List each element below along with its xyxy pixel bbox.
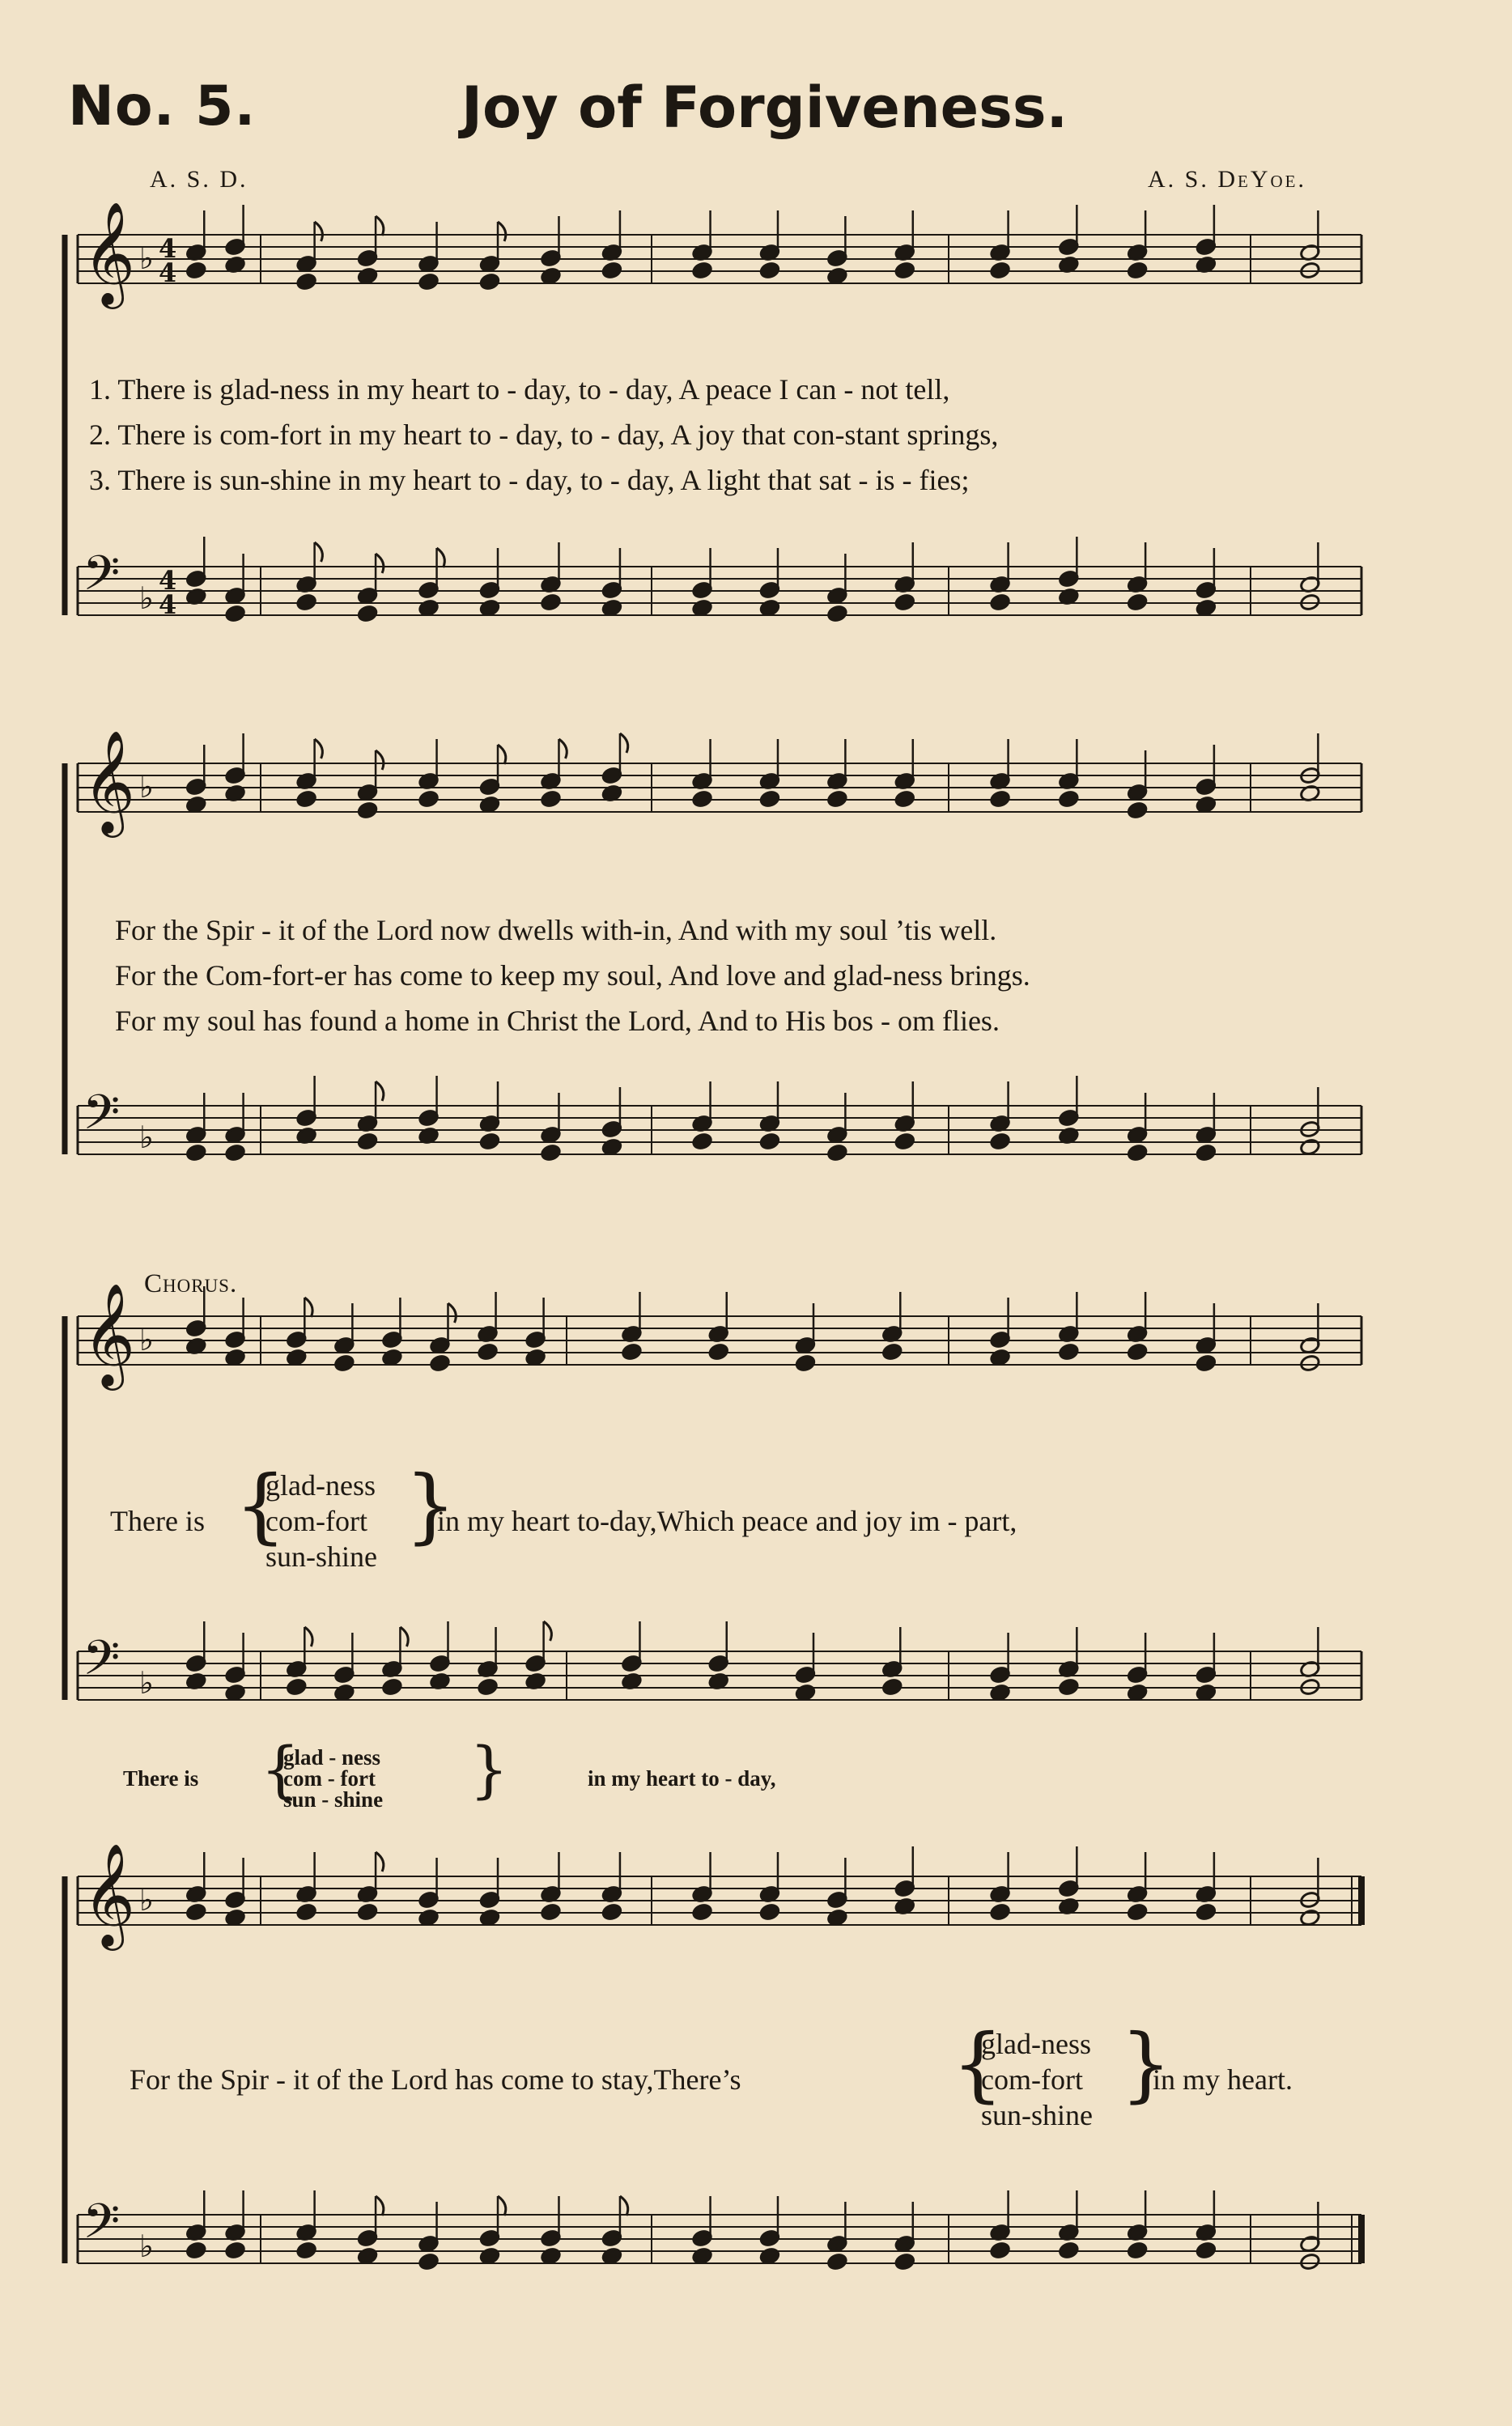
chorus-line2-start: For the Spir - it of the Lord has come to stay,There’s (130, 2063, 741, 2096)
note-head (540, 593, 561, 612)
note-head (296, 1903, 317, 1922)
note-head (826, 790, 847, 809)
note-head (185, 2241, 206, 2260)
note-head (894, 261, 915, 280)
note-head (418, 599, 439, 618)
bass-brace-word-1: glad - ness (283, 1745, 381, 1770)
treble-clef-icon: 𝄞 (83, 1282, 136, 1386)
note-head (759, 1132, 780, 1151)
note-head (1127, 1144, 1148, 1162)
note-head (1299, 1138, 1320, 1157)
note-head (1196, 2241, 1217, 2260)
note-head (296, 2241, 317, 2260)
note-head (286, 1678, 307, 1697)
note-head (1196, 1144, 1217, 1162)
note-head (479, 1909, 500, 1927)
note-head (296, 790, 317, 809)
note-head (795, 1684, 816, 1702)
note-flag (315, 739, 323, 758)
note-head (381, 1678, 402, 1697)
note-head (1127, 1343, 1148, 1362)
right-brace-icon: } (1120, 2016, 1172, 2111)
note-head (894, 1132, 915, 1151)
right-brace-icon: } (405, 1458, 457, 1553)
note-head (601, 261, 622, 280)
note-head (333, 1354, 355, 1373)
note-head (894, 2253, 915, 2271)
treble-clef-icon: 𝄞 (83, 729, 136, 833)
note-flag (448, 1303, 456, 1323)
note-head (1196, 1903, 1217, 1922)
note-head (225, 1349, 246, 1367)
note-flag (437, 548, 445, 567)
flat-sign-icon: ♭ (139, 1322, 154, 1357)
chorus2-brace-word-3: sun-shine (981, 2099, 1093, 2131)
note-head (1058, 1343, 1079, 1362)
left-brace-icon: { (952, 2016, 1004, 2111)
note-head (357, 1903, 378, 1922)
note-head (990, 1132, 1011, 1151)
note-flag (620, 733, 628, 753)
note-head (185, 261, 206, 280)
note-head (296, 273, 317, 291)
time-signature: 4 (159, 589, 177, 620)
note-head (1127, 801, 1148, 820)
note-head (990, 261, 1011, 280)
note-head (1196, 599, 1217, 618)
chorus-brace-word-3: sun-shine (265, 1540, 377, 1573)
note-head (990, 1684, 1011, 1702)
note-flag (498, 2196, 506, 2216)
note-head (185, 796, 206, 814)
note-head (418, 790, 439, 809)
note-head (1058, 2241, 1079, 2260)
music-credit: A. S. DeYoe. (1147, 166, 1306, 193)
left-brace-icon: { (235, 1458, 287, 1553)
note-head (601, 2247, 622, 2266)
note-head (333, 1684, 355, 1702)
note-head (691, 1132, 712, 1151)
note-head (1127, 2241, 1148, 2260)
note-head (1127, 261, 1148, 280)
note-head (225, 2241, 246, 2260)
note-head (1127, 593, 1148, 612)
flat-sign-icon: ♭ (139, 1120, 154, 1155)
flat-sign-icon: ♭ (139, 769, 154, 805)
note-head (1127, 1684, 1148, 1702)
flat-sign-icon: ♭ (139, 2228, 154, 2264)
note-head (795, 1354, 816, 1373)
note-head (759, 261, 780, 280)
note-head (990, 1349, 1011, 1367)
chorus2-brace-word-2: com-fort (981, 2063, 1083, 2096)
note-flag (559, 739, 567, 758)
note-head (357, 267, 378, 286)
note-flag (315, 542, 323, 562)
note-flag (376, 750, 384, 770)
flat-sign-icon: ♭ (139, 1882, 154, 1918)
flat-sign-icon: ♭ (139, 240, 154, 276)
note-head (540, 790, 561, 809)
bass-clef-icon: 𝄢 (83, 545, 121, 613)
note-head (429, 1354, 450, 1373)
note-flag (498, 745, 506, 764)
note-head (357, 1132, 378, 1151)
note-head (601, 599, 622, 618)
note-head (225, 605, 246, 623)
note-flag (376, 216, 384, 236)
chorus-line1-end: in my heart to-day,Which peace and joy im - part, (437, 1505, 1017, 1537)
note-flag (376, 1852, 384, 1872)
chorus-label: Chorus. (144, 1269, 238, 1298)
bass-clef-icon: 𝄢 (83, 1629, 121, 1697)
verse-1-line-1: 1. There is glad-ness in my heart to - day, to - day, A peace I can - not tell, (89, 373, 950, 406)
time-signature: 4 (159, 257, 177, 288)
note-head (1127, 1903, 1148, 1922)
note-head (477, 1678, 498, 1697)
note-flag (376, 554, 384, 573)
hymn-number: No. 5. (68, 74, 257, 138)
note-head (357, 2247, 378, 2266)
verse-2-line-1: 2. There is com-fort in my heart to - day, to - day, A joy that con-stant springs, (89, 418, 999, 451)
note-head (1299, 1909, 1320, 1927)
bass-clef-icon: 𝄢 (83, 2193, 121, 2261)
right-brace-icon: } (469, 1733, 509, 1805)
treble-clef-icon: 𝄞 (83, 1842, 136, 1946)
note-head (708, 1343, 729, 1362)
verse-1-line-2: For the Spir - it of the Lord now dwells with-in, And with my soul ’tis well. (115, 914, 997, 946)
note-head (357, 605, 378, 623)
note-head (479, 1132, 500, 1151)
words-credit: A. S. D. (150, 166, 248, 193)
note-head (826, 605, 847, 623)
time-signature: 4 (159, 565, 177, 596)
note-head (601, 1138, 622, 1157)
note-head (826, 1909, 847, 1927)
chorus-brace-word-1: glad-ness (265, 1469, 376, 1502)
note-head (881, 1678, 903, 1697)
left-brace-icon: { (261, 1733, 300, 1805)
note-head (418, 2253, 439, 2271)
bass-brace-word-3: sun - shine (283, 1787, 384, 1812)
note-head (185, 1903, 206, 1922)
note-head (225, 1144, 246, 1162)
note-flag (400, 1627, 408, 1646)
verse-2-line-2: For the Com-fort-er has come to keep my soul, And love and glad-ness brings. (115, 959, 1030, 992)
treble-clef-icon: 𝄞 (83, 201, 136, 304)
bass-clef-icon: 𝄢 (83, 1084, 121, 1152)
note-head (1058, 790, 1079, 809)
note-head (990, 790, 1011, 809)
note-head (881, 1343, 903, 1362)
note-head (894, 593, 915, 612)
note-head (1058, 1678, 1079, 1697)
note-head (826, 267, 847, 286)
bass-brace-word-2: com - fort (283, 1766, 376, 1791)
chorus-line2-end: in my heart. (1153, 2063, 1293, 2096)
note-head (691, 790, 712, 809)
note-head (691, 599, 712, 618)
note-flag (620, 2196, 628, 2216)
note-head (418, 273, 439, 291)
note-head (691, 1903, 712, 1922)
note-head (990, 593, 1011, 612)
note-head (540, 2247, 561, 2266)
note-head (894, 790, 915, 809)
note-head (1196, 796, 1217, 814)
note-head (759, 2247, 780, 2266)
note-head (540, 1144, 561, 1162)
note-head (990, 1903, 1011, 1922)
note-flag (498, 222, 506, 241)
flat-sign-icon: ♭ (139, 580, 154, 616)
note-head (601, 1903, 622, 1922)
note-flag (376, 2196, 384, 2216)
note-head (826, 2253, 847, 2271)
bass-lyric-start: There is (123, 1766, 199, 1791)
note-flag (304, 1298, 312, 1317)
note-head (286, 1349, 307, 1367)
note-head (357, 801, 378, 820)
note-head (185, 1144, 206, 1162)
note-head (759, 1903, 780, 1922)
note-flag (315, 222, 323, 241)
note-head (826, 1144, 847, 1162)
note-head (759, 790, 780, 809)
note-head (225, 1684, 246, 1702)
note-head (621, 1343, 642, 1362)
note-head (759, 599, 780, 618)
note-flag (544, 1621, 552, 1641)
note-head (479, 2247, 500, 2266)
note-head (479, 796, 500, 814)
bass-lyric-end: in my heart to - day, (588, 1766, 776, 1791)
note-head (1196, 1684, 1217, 1702)
note-head (296, 593, 317, 612)
note-head (525, 1349, 546, 1367)
note-head (990, 2241, 1011, 2260)
flat-sign-icon: ♭ (139, 1665, 154, 1701)
note-flag (376, 1081, 384, 1101)
note-head (479, 599, 500, 618)
note-flag (304, 1627, 312, 1646)
note-head (540, 1903, 561, 1922)
chorus-line1-start: There is (110, 1505, 205, 1537)
note-head (381, 1349, 402, 1367)
verse-3-line-1: 3. There is sun-shine in my heart to - day, to - day, A light that sat - is - fies; (89, 464, 970, 496)
hymn-title: Joy of Forgiveness. (461, 74, 1068, 141)
note-head (691, 2247, 712, 2266)
note-head (479, 273, 500, 291)
chorus-brace-word-2: com-fort (265, 1505, 367, 1537)
time-signature: 4 (159, 233, 177, 264)
note-head (225, 1909, 246, 1927)
chorus2-brace-word-1: glad-ness (981, 2028, 1091, 2060)
note-head (418, 1909, 439, 1927)
note-head (1196, 1354, 1217, 1373)
note-head (477, 1343, 498, 1362)
note-head (691, 261, 712, 280)
note-head (1299, 1354, 1320, 1373)
verse-3-line-2: For my soul has found a home in Christ the Lord, And to His bos - om flies. (115, 1005, 1000, 1037)
note-head (1299, 2253, 1320, 2271)
note-head (540, 267, 561, 286)
